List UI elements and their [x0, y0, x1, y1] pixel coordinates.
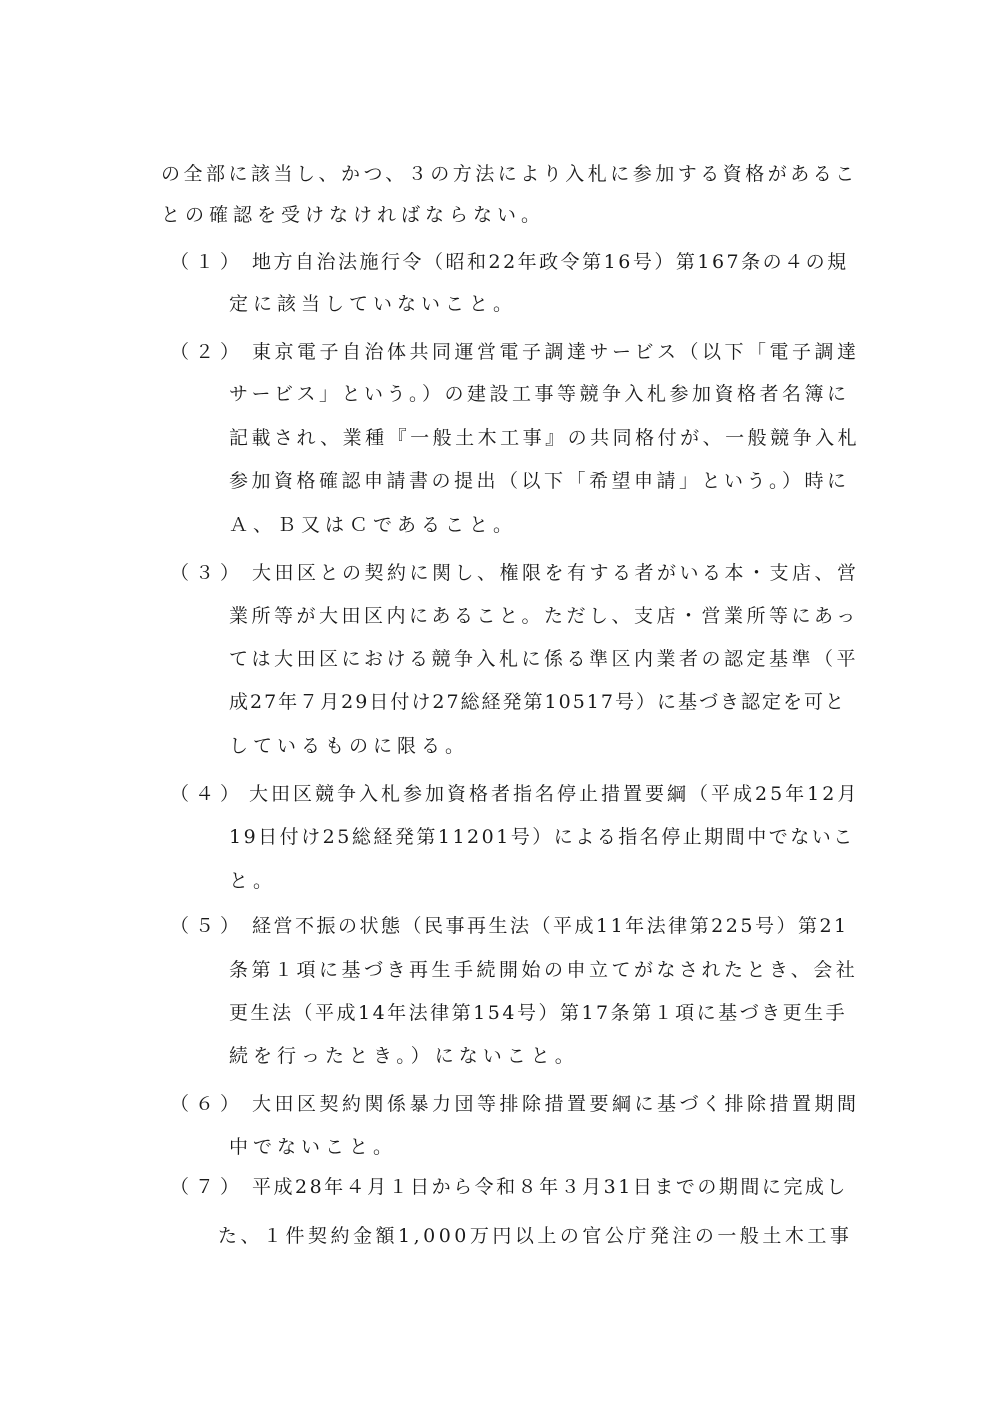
- item-line: Ａ、Ｂ又はＣであること。: [229, 514, 518, 536]
- item-number: （１）: [170, 251, 246, 273]
- item-line: 地方自治法施行令（昭和22年政令第16号）第167条の４の規: [252, 251, 849, 273]
- item-line: しているものに限る。: [229, 735, 470, 757]
- item-line: 中でないこと。: [229, 1136, 398, 1158]
- item-line: 大田区契約関係暴力団等排除措置要綱に基づく排除措置期間: [252, 1093, 860, 1115]
- item-line: 記載され、業種『一般土木工事』の共同格付が、一般競争入札: [229, 427, 861, 449]
- item-line: 大田区競争入札参加資格者指名停止措置要綱（平成25年12月: [249, 783, 860, 805]
- item-number: （７）: [170, 1176, 246, 1198]
- item-number: （４）: [170, 783, 246, 805]
- item-line: 定に該当していないこと。: [229, 293, 518, 315]
- intro-line: との確認を受けなければならない。: [161, 204, 546, 226]
- item-line: と。: [229, 870, 278, 892]
- item-line: 平成28年４月１日から令和８年３月31日までの期間に完成し: [252, 1176, 848, 1198]
- item-line: 更生法（平成14年法律第154号）第17条第１項に基づき更生手: [229, 1002, 848, 1024]
- item-line: 業所等が大田区内にあること。ただし、支店・営業所等にあっ: [229, 605, 859, 627]
- item-line: た、１件契約金額1,000万円以上の官公庁発注の一般土木工事: [218, 1225, 853, 1247]
- item-line: 経営不振の状態（民事再生法（平成11年法律第225号）第21: [252, 915, 849, 937]
- item-line: サービス」という。）の建設工事等競争入札参加資格者名簿に: [229, 383, 850, 405]
- item-number: （２）: [170, 341, 246, 363]
- item-line: 続を行ったとき。）にないこと。: [229, 1045, 579, 1067]
- intro-line: の全部に該当し、かつ、３の方法により入札に参加する資格があるこ: [161, 163, 858, 185]
- item-number: （６）: [170, 1093, 246, 1115]
- item-number: （３）: [170, 562, 246, 584]
- item-line: 条第１項に基づき再生手続開始の申立てがなされたとき、会社: [229, 959, 859, 981]
- item-line: 19日付け25総経発第11201号）による指名停止期間中でないこ: [229, 826, 855, 848]
- item-number: （５）: [170, 915, 246, 937]
- item-line: 成27年７月29日付け27総経発第10517号）に基づき認定を可と: [229, 691, 846, 713]
- item-line: 東京電子自治体共同運営電子調達サービス（以下「電子調達: [252, 341, 860, 363]
- item-line: ては大田区における競争入札に係る準区内業者の認定基準（平: [229, 648, 860, 670]
- item-line: 参加資格確認申請書の提出（以下「希望申請」という。）時に: [229, 470, 850, 492]
- item-line: 大田区との契約に関し、権限を有する者がいる本・支店、営: [252, 562, 860, 584]
